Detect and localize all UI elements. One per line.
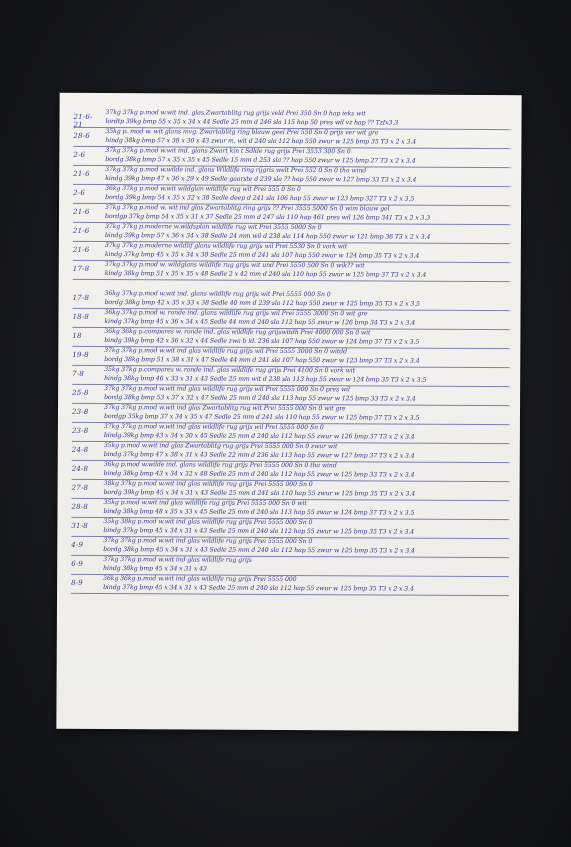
entry-date: 18 (72, 331, 82, 340)
entry-date: 31-8 (71, 521, 88, 530)
entry-line-2: bordgp 37kg bmp 54 x 35 x 31 x 37 Sedle 25 mm d 247 sla 110 hap 461 pres wil 126 bmp 341 T3 x 2 x 3.3 (105, 212, 431, 222)
entry-line-2: kindg 39kg bmp 47 x 36 x 29 x 49 Sedle gaarste d 239 sla ?? hap 550 zwur w 127 bmp 33 T3 x 2 x 3.4 (105, 174, 417, 184)
ledger-row (72, 309, 510, 330)
entry-line-2: bordg 39kg bmp 45 x 34 x 31 x 43 Sedle 25 mm d 241 sla 110 hap 55 zwur w 125 bmp 35 T3 x 2 x 3.4 (103, 488, 416, 498)
ledger-row (72, 480, 510, 501)
entry-date: 17-8 (72, 264, 90, 273)
entry-date: 17-8 (72, 293, 90, 302)
entry-line-1: 36kg 37kg p.mod w.wit ind. glans wildlife rug grijs wit Prei 5555 000 Sn 0 (104, 290, 331, 299)
entry-date: 25-8 (72, 388, 89, 397)
entry-line-1: 36kg 37kg p.mod w.wit wildglan wildlife rug wit Prei 555 0 Sn 0 (105, 185, 301, 194)
entry-line-2: hindg 38kg bmp 46 x 33 x 31 x 43 Sedle 25 mm wit d 238 sla 113 hap 55 zwur w 124 bmp 35 T3 x 2 x 3.5 (104, 374, 427, 384)
entry-line-1: 37kg 37kg p.mod w.wit ind glas wildlife rug grijs Prei 5555 000 Sn 0 (103, 537, 313, 546)
ledger-row (71, 556, 509, 577)
entry-line-1: 36kg 36kg p.mod w.wit ind glas wildlife rug grijs Prei 5555 000 (103, 575, 297, 584)
ledger-row (72, 385, 510, 406)
entry-line-2: bindg 37kg bmp 45 x 34 x 31 x 43 Sedle 25 mm d 240 sla 112 hap 55 zwur w 125 bmp 35 T3 x 2 x 3.4 (103, 583, 414, 593)
ledger-row (73, 128, 511, 149)
entry-line-2: hindg 38kg bmp 57 x 38 x 30 x 43 zwur m. wit d 240 sla 112 hap 550 zwur w 125 bmp 35 T3 x 2 x 3.4 (105, 136, 417, 146)
ledger-row (72, 442, 510, 463)
entry-line-2: lordtp 39kg bmp 55 x 35 x 34 x 44 Sedle 25 mm d 246 sla 115 hap 50 pres wil vz hap ?? TzIx3.3 (105, 117, 399, 127)
ledger-row (72, 328, 510, 349)
entry-date: 28-6 (73, 131, 90, 140)
entry-date: 27-8 (71, 483, 89, 492)
ledger-rows (71, 109, 512, 596)
entry-line-1: 37kg 37kg p.mod w. wit ind glas Zwartablitg ring grijs ?? Prei 3555 5000 Sn 0 wim blauw gel (105, 204, 390, 213)
entry-date: 21-6 (72, 226, 90, 235)
entry-date: 18-8 (72, 312, 90, 321)
entry-line-1: 36kg 37kg p.mod w. ronde ind. glans wildlife rug grijs wil Prei 5555 3000 Sn 0 wit gre (104, 309, 368, 318)
ledger-row (73, 261, 511, 282)
entry-line-2: bindg 39kg bmp 57 x 36 x 34 x 38 Sedle 24 mm wil d 238 sla 114 hap 550 zwur w 121 bmp 36 T3 x 2 x 3.4 (104, 231, 431, 241)
entry-date: 7-8 (72, 369, 85, 378)
ledger-row (73, 290, 511, 311)
ledger-row (72, 366, 510, 387)
entry-date: 21-6 (73, 169, 90, 178)
entry-line-1: 36kg 36kg p.compares w. ronde ind. glas wildlife rug grijswitdh Prei 4000 000 Sn 0 wit (104, 328, 371, 337)
entry-line-2: bordg 38kg bmp 42 x 35 x 33 x 38 Sedle 40 mm d 239 sla 112 hap 550 zwur w 125 bmp 35 T3 x 2 x 3.5 (104, 298, 420, 308)
entry-line-1: 35kg 37kg p.compares w. ronde ind. glas wildlife rug grijs Prei 4100 Sn 0 vork wit (104, 366, 356, 375)
ledger-row (71, 537, 509, 558)
entry-date: 4-9 (71, 540, 84, 549)
entry-line-2: kindg 37kg bmp 45 x 36 x 34 x 45 Sedle 44 mm d 240 sla 112 hap 55 zwur w 126 bmp 34 T3 x 2 x 3.4 (104, 317, 416, 327)
entry-line-2: bindg 38kg bmp 43 x 34 x 32 x 48 Sedle 25 mm d 240 sla 112 hap 55 zwur w 125 bmp 33 T3 x 2 x 3.4 (103, 469, 415, 479)
entry-date: 2-6 (73, 150, 86, 159)
ledger-row (71, 518, 509, 539)
ledger-row (71, 575, 509, 596)
entry-line-1: 35kg 38kg p.mod w.wit ind glas wildlife rug grijs Prei 5555 000 Sn 0 (103, 518, 313, 527)
entry-line-1: 37kg 37kg p.moderne w.wildsplan wildlife rug wit Prei 3555 5000 Sn 0 (104, 223, 322, 232)
entry-line-1: 37kg 37kg p.mod w.wilde ind. glans Wildlife ring rijgris welt Prei 552 0 Sn 0 tha wind (105, 166, 367, 175)
ledger-row (72, 404, 510, 425)
ledger-row (73, 147, 511, 168)
entry-line-2: bordg 38kg bmp 51 x 38 x 31 x 47 Sedle 44 mm d 241 sla 107 hap 550 zwur w 123 bmp 37 T3 x 2 x 3.4 (104, 355, 420, 365)
entry-line-1: 36kg p.mod w.wilde ind. glans wildlife rug grijs Prei 5555 000 Sn 0 tha wind (103, 461, 337, 470)
entry-line-1: 37kg 37kg p.mod w.wit ind glas wildlife rug grijs wil Prei 5555 000 Sn 0 pres wil (104, 385, 350, 394)
entry-date: 24-8 (71, 445, 89, 454)
entry-date: 23-8 (71, 426, 89, 435)
ledger-row (72, 423, 510, 444)
entry-date: 2-6 (73, 188, 86, 197)
ledger-row (73, 109, 511, 130)
ledger-row (73, 185, 511, 206)
entry-date: 28-8 (71, 502, 89, 511)
entry-line-1: 37kg 37kg p.mod w.wit ind glas wildlife rug grijs (103, 556, 252, 564)
ledger-row (72, 461, 510, 482)
entry-line-1: 35kg p.mod w.wit ind glas Zwartablitg rug grijs Prei 5555 000 Sn 0 zwur wit (103, 442, 338, 451)
entry-line-2: bindg 39kg bmp 43 x 34 x 30 x 45 Sedle 25 mm d 240 sla 112 hap 55 zwur w 126 bmp 37 T3 x 2 x 3.4 (103, 431, 415, 441)
entry-date: 24-8 (71, 464, 89, 473)
entry-date: 8-9 (71, 578, 83, 587)
ledger-row (73, 223, 511, 244)
ledger-row (73, 166, 511, 187)
entry-date: 6-9 (71, 559, 84, 568)
ledger-row (72, 347, 510, 368)
entry-line-1: 37kg 37kg p.moderne wildlif glans wildlife rug grijs wil Prei 5530 Sn 0 vork wit (104, 242, 348, 251)
entry-line-2: bindg 37kg bmp 47 x 38 x 31 x 43 Sedle 22 mm d 236 sla 113 hap 55 zwur w 127 bmp 37 T3 x 2 x 3.4 (103, 450, 415, 460)
entry-line-2: bordg 38kg bmp 57 x 35 x 35 x 45 Sedle 15 mm d 253 sla ?? hap 550 zwur w 125 bmp 27 T3 x 2 x 3.4 (105, 155, 416, 165)
entry-date: 21-6 (72, 245, 90, 254)
entry-line-2: bindg 39kg bmp 42 x 36 x 32 x 44 Sedle zwa b id. 236 sla 107 hap 550 zwur w 124 bmp 37 T3 x 2 x 3.5 (104, 336, 420, 346)
entry-line-1: 37kg 37kg p.mod w.wit ind glas wildlife rug grijs wil Prei 5555 000 Sn 0 (103, 423, 324, 432)
entry-line-1: 37kg 37kg p.mod w.wit ind. glas Zwartablitg rug grijs veld Prei 350 Sn 0 hap ieks wit (105, 109, 366, 118)
ledger-row (73, 204, 511, 225)
entry-line-2: bindg 37kg bmp 45 x 34 x 31 x 43 Sedle 25 mm d 240 sla 112 hap 55 zwur w 125 bmp 35 T3 x 2 x 3.4 (103, 526, 415, 536)
ledger-sheet (56, 93, 521, 731)
entry-date: 21-6 (73, 207, 90, 216)
entry-line-1: 35kg p. mod w. wit glans mvg. Zwartablitg ring blauw geel Prei 550 Sn 0 prijs ver wit gre (105, 128, 379, 137)
entry-line-2: bindg 38kg bmp 48 x 35 x 33 x 45 Sedle 25 mm d 240 sla 113 hap 55 zwur w 124 bmp 37 T3 x 2 x 3.5 (103, 507, 415, 517)
entry-line-2: kindg 37kg bmp 45 x 35 x 34 x 38 Sedle 25 mm d 241 sla 107 hap 550 zwur w 124 bmp 35 T3 x 2 x 3.4 (104, 250, 420, 260)
entry-line-1: 35kg p.mod w.wit ind glas wildlife rug grijs Prei 5555 000 Sn 0 wit (103, 499, 307, 508)
entry-line-1: 37kg 37kg p.mod w.wit ind glas Zwartablitg rug wit Prei 5555 000 Sn 0 wit gre (104, 404, 346, 413)
entry-line-2: bordg 38kg bmp 45 x 34 x 31 x 43 Sedle 25 mm d 240 sla 112 hap 55 zwur w 125 bmp 35 T3 x 2 x 3.4 (103, 545, 415, 555)
entry-line-2: bordgp 35kg bmp 37 x 34 x 35 x 47 Sedle 25 mm d 241 sla 110 hap 55 zwur w 125 bmp 37 T3 x 2 x 3.5 (103, 412, 420, 422)
ledger-row (73, 242, 511, 263)
entry-line-1: 38kg 37kg p.mod w.wit ind glas wildlife rug grijs Prei 5555 000 Sn 0 (103, 480, 313, 489)
entry-line-1: 37kg 37kg p.mod w. wildglans wildlife rug grijs wit und Prei 5550 500 Sn 0 wik?? wit (104, 261, 365, 270)
entry-line-2: bordg 38kg bmp 53 x 37 x 32 x 47 Sedle 25 mm d 240 sla 113 hap 55 zwur w 125 bmp 33 T3 x 2 x 3.4 (104, 393, 416, 403)
entry-line-1: 37kg 37kg p.mod w.wit ind. glans Zwart kin t Sdlde rug grijs Prei 3553 300 Sn 0 (105, 147, 351, 156)
entry-date: 23-8 (71, 407, 89, 416)
entry-line-2: kindg 38kg bmp 51 x 35 x 35 x 48 Sedle 2 x 42 mm d 240 sla 110 hap 55 zwur w 125 bmp 37 T3 x 2 x 3.4 (104, 269, 427, 279)
entry-date: 21-6-21 (73, 112, 93, 129)
entry-line-2: bordg 39kg bmp 54 x 35 x 32 x 38 Sedle deep d 241 sla 106 hap 55 zwur w 123 bmp 327 T3 x 2 x 3.5 (105, 193, 415, 203)
ledger-row (71, 499, 509, 520)
entry-date: 19-8 (72, 350, 89, 359)
entry-line-2: hindg 38kg bmp 45 x 34 x 31 x 43 (103, 564, 207, 573)
entry-line-1: 37kg 37kg p.mod w.wit ind glas wildlife rug grijs wil Prei 5555 3000 Sn 0 witdd (104, 347, 347, 356)
